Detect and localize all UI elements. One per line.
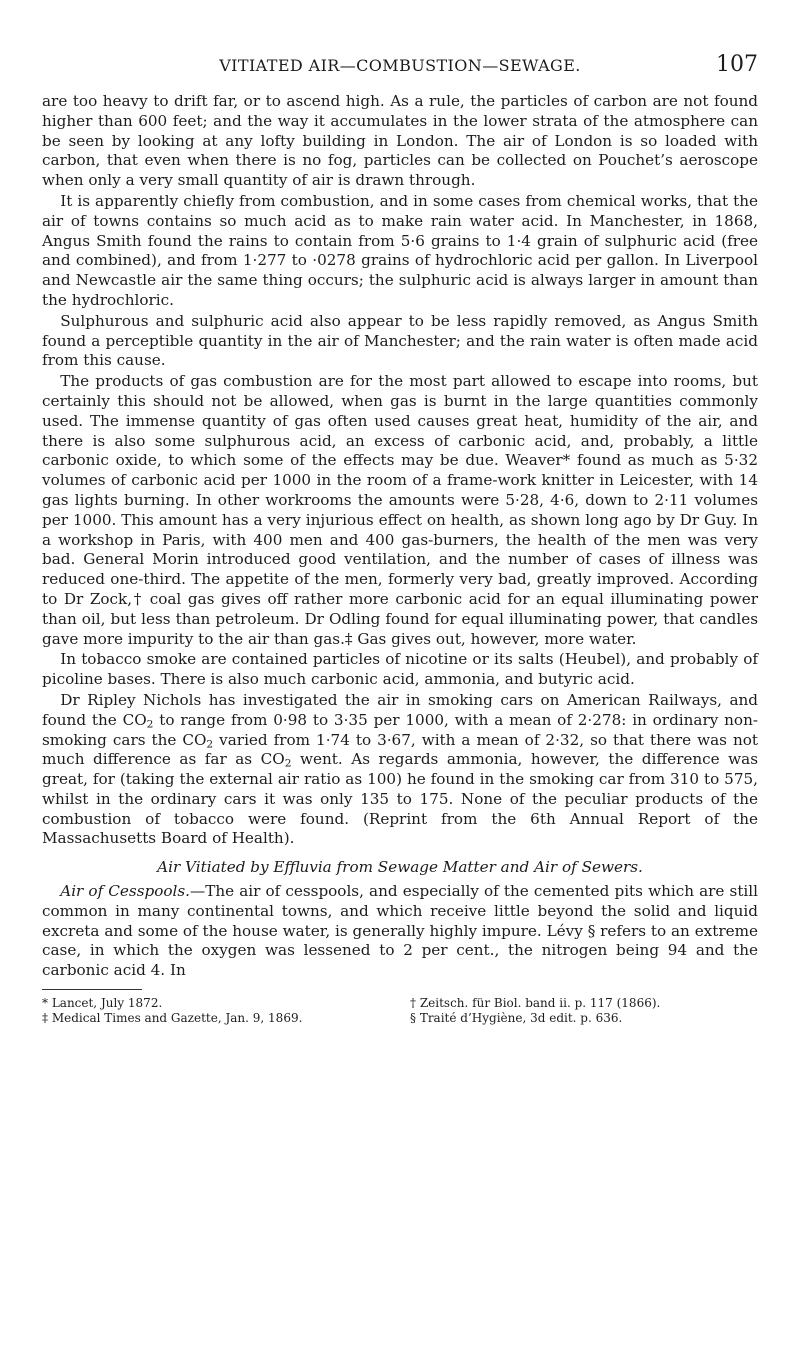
footnotes-right-column — [390, 996, 758, 1026]
paragraph-gas-combustion: The products of gas combustion are for the most part allowed to escape into rooms, but certainly this should not be allowed, when gas is burnt in the large quantities commonly used. The immense quantity of gas often used causes great heat, humidity of the air, and there is also some sulphurous acid, an excess of carbonic acid, and, probably, a little carbonic oxide, to which some of the effects may be due. Weaver* found as much as 5·32 volumes of carbonic acid per 1000 in the room of a frame-work knitter in Leicester, with 14 gas lights burning. In other workrooms the amounts were 5·28, 4·6, down to 2·11 volumes per 1000. This amount has a very injurious effect on health, as shown long ago by Dr Guy. In a workshop in Paris, with 400 men and 400 gas-burners, the health of the men was very bad. General Morin introduced good ventilation, and the number of cases of illness was reduced one-third. The appetite of the men, formerly very bad, greatly improved. According to Dr Zock,† coal gas gives off rather more carbonic acid for an equal illuminating power than oil, but less than petroleum. Dr Odling found for equal illuminating power, that candles gave more impurity to the air than gas.‡ Gas gives out, however, more water. — [42, 372, 758, 648]
paragraph-smoking-cars — [42, 691, 758, 849]
footnotes — [42, 996, 758, 1026]
section-heading: Air Vitiated by Effluvia from Sewage Matter and Air of Sewers. — [157, 858, 643, 877]
smoking-cars-text-4: went. As regards ammonia, however, the difference was great, for (taking the external air ratio as 100) he found in the smoking car from 310 to 575, whilst in the ordinary cars it was only 135 to 175. None of the peculiar products of the combustion of tobacco were found. (Reprint from the 6th Annual Report of the Massachusetts Board of Health). — [42, 750, 759, 848]
running-title: VITIATED AIR—COMBUSTION—SEWAGE. — [219, 56, 581, 75]
smoking-cars-text-1: Dr Ripley Nichols has investigated the air in smoking cars on American Railways, and found the CO — [42, 690, 758, 729]
footnote-medical-times: ‡ Medical Times and Gazette, Jan. 9, 1869. — [42, 1011, 303, 1026]
paragraph-sulphurous-acid: Sulphurous and sulphuric acid also appear to be less rapidly removed, as Angus Smith found a perceptible quantity in the air of Manchester; and the rain water is often made acid from this cause. — [42, 311, 758, 370]
footnote-zeitsch: † Zeitsch. für Biol. band ii. p. 117 (1866). — [410, 996, 661, 1011]
footnotes-left-column — [42, 996, 390, 1026]
paragraph-carbon-particles: are too heavy to drift far, or to ascend high. As a rule, the particles of carbon are not found higher than 600 feet; and the way it accumulates in the lower strata of the atmosphere can be seen by looking at any lofty building in London. The air of London is so loaded with carbon, that even when there is no fog, particles can be collected on Pouchet’s aeroscope when only a very small quantity of air is drawn through. — [42, 92, 758, 190]
smoking-cars-text-2: to range from 0·98 to 3·35 per 1000, with a mean of 2·278: in ordinary non-smoking cars the CO — [42, 710, 758, 749]
paragraph-cesspools — [42, 882, 758, 981]
page-number: 107 — [716, 52, 758, 77]
book-page — [42, 52, 758, 1026]
footnote-traite: § Traité d’Hygiène, 3d edit. p. 636. — [410, 1011, 623, 1026]
running-head — [42, 52, 758, 84]
cesspools-text: —The air of cesspools, and especially of the cemented pits which are still common in many continental towns, and which receive little beyond the solid and liquid excreta and some of the house water, is generally highly impure. Lévy § refers to an extreme case, in which the oxygen was lessened to 2 per cent., the nitrogen being 94 and the carbonic acid 4. In — [42, 882, 758, 980]
subscript-two: 2 — [206, 737, 214, 751]
paragraph-acid-rain: It is apparently chiefly from combustion, and in some cases from chemical works, that the air of towns contains so much acid as to make rain water acid. In Manchester, in 1868, Angus Smith found the rains to contain from 5·6 grains to 1·4 grain of sulphuric acid (free and combined), and from 1·277 to ·0278 grains of hydrochloric acid per gallon. In Liverpool and Newcastle air the same thing occurs; the sulphuric acid is always larger in amount than the hydrochloric. — [42, 191, 758, 309]
footnote-lancet: * Lancet, July 1872. — [42, 996, 163, 1011]
body-text — [42, 92, 758, 981]
subscript-two: 2 — [284, 756, 292, 770]
smoking-cars-text-3: varied from 1·74 to 3·67, with a mean of 2·32, so that there was not much difference as far as CO — [42, 730, 758, 769]
footnote-rule — [42, 989, 142, 990]
subscript-two: 2 — [146, 717, 154, 731]
paragraph-tobacco-smoke: In tobacco smoke are contained particles of nicotine or its salts (Heubel), and probably of picoline bases. There is also much carbonic acid, ammonia, and butyric acid. — [42, 650, 758, 689]
cesspools-subhead: Air of Cesspools. — [60, 882, 190, 901]
